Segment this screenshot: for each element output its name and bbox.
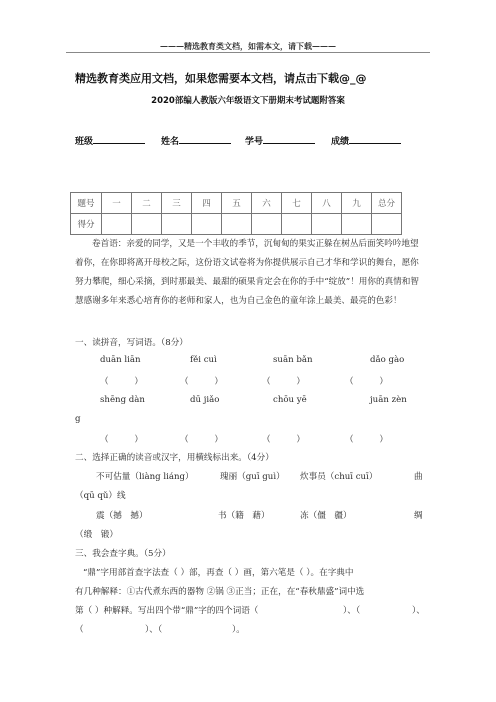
- choice-item-2[interactable]: 瑰丽（guī guì）: [220, 472, 285, 482]
- col-5: 五: [222, 193, 252, 214]
- id-field: [245, 134, 315, 147]
- dictionary-question-line-3b: ）、（: [343, 606, 361, 616]
- pinyin-4: dǎo gào: [370, 355, 405, 365]
- id-blank[interactable]: [263, 134, 315, 144]
- pinyin-5: shēng dàn: [100, 395, 145, 405]
- choice-item-1[interactable]: 不可估量（liàng liáng）: [96, 472, 194, 482]
- score-label: 成绩: [331, 137, 350, 147]
- choice-item-4-start: 曲: [414, 472, 423, 482]
- pinyin-3: suān bǎn: [273, 355, 313, 365]
- pinyin-8-wrap: g: [75, 414, 81, 424]
- dictionary-question-line-3a: 第（ ）种解释。写出四个带“鼎”字的四个词语（: [75, 606, 259, 616]
- score-cell[interactable]: [342, 214, 372, 235]
- dictionary-question-line-4b: ）、（: [145, 625, 163, 635]
- score-table-score-row: [71, 214, 402, 235]
- col-7: 七: [282, 193, 312, 214]
- name-field: [161, 134, 231, 147]
- dictionary-question-line-3c: ）、: [412, 606, 425, 616]
- pinyin-8: juān zèn: [370, 395, 407, 405]
- answer-blank-8[interactable]: （ ）: [345, 435, 388, 445]
- answer-blank-3[interactable]: （ ）: [262, 377, 305, 387]
- choice-item-4[interactable]: （qū qǔ）线: [75, 491, 126, 501]
- score-row-label: 得分: [71, 214, 102, 235]
- col-4: 四: [192, 193, 222, 214]
- choice-item-3[interactable]: 炊事员（chuī cuī）: [300, 472, 378, 482]
- score-cell[interactable]: [162, 214, 192, 235]
- name-blank[interactable]: [179, 134, 231, 144]
- dictionary-question-line-1: “鼎”字用部首查字法查（ ）部，再查（ ）画，第六笔是（ ）。在字典中: [83, 568, 354, 578]
- name-label: 姓名: [161, 137, 180, 147]
- score-cell[interactable]: [252, 214, 282, 235]
- score-cell[interactable]: [282, 214, 312, 235]
- score-table: [70, 192, 402, 235]
- score-blank[interactable]: [349, 134, 401, 144]
- col-1: 一: [102, 193, 132, 214]
- dictionary-question-line-2: 有几种解释：①古代煮东西的器物 ②锅 ③正当；正在，在“春秋鼎盛”词中选: [75, 587, 365, 597]
- section-1-heading: 一、读拼音，写词语。（8分）: [75, 338, 188, 348]
- id-label: 学号: [245, 137, 264, 147]
- download-notice[interactable]: 精选教育类应用文档，如果您需要本文档，请点击下载@_@: [75, 72, 367, 85]
- header-rule: [66, 52, 430, 53]
- score-field: [331, 134, 401, 147]
- answer-blank-1[interactable]: （ ）: [100, 377, 143, 387]
- class-label: 班级: [75, 137, 94, 147]
- col-2: 二: [132, 193, 162, 214]
- choice-item-8[interactable]: （缎 锻）: [75, 530, 118, 540]
- col-9: 九: [342, 193, 372, 214]
- answer-blank-6[interactable]: （ ）: [180, 435, 223, 445]
- answer-blank-4[interactable]: （ ）: [345, 377, 388, 387]
- answer-blank-2[interactable]: （ ）: [180, 377, 223, 387]
- col-3: 三: [162, 193, 192, 214]
- section-2-heading: 二、选择正确的读音或汉字，用横线标出来。（4分）: [75, 453, 274, 463]
- choice-item-6[interactable]: 书（籍 藉）: [218, 511, 270, 521]
- exam-title: 2020部编人教版六年级语文下册期末考试题附答案: [151, 96, 345, 106]
- answer-blank-7[interactable]: （ ）: [262, 435, 305, 445]
- dictionary-question-line-4c: ）。: [232, 625, 245, 635]
- score-cell[interactable]: [222, 214, 252, 235]
- col-total: 总分: [372, 193, 402, 214]
- score-cell[interactable]: [312, 214, 342, 235]
- choice-item-5[interactable]: 震（撼 撼）: [96, 511, 148, 521]
- col-8: 八: [312, 193, 342, 214]
- score-cell[interactable]: [102, 214, 132, 235]
- pinyin-1: duān liān: [100, 355, 141, 365]
- class-field: [75, 134, 145, 147]
- pinyin-7: chōu yē: [273, 395, 307, 405]
- pinyin-2: fěi cuì: [190, 355, 217, 365]
- choice-item-8-start: 绸: [414, 511, 423, 521]
- page-header: ———精选教育类文档，如需本文，请下载———: [160, 41, 336, 51]
- score-cell[interactable]: [192, 214, 222, 235]
- score-table-header-row: [71, 193, 402, 214]
- class-blank[interactable]: [93, 134, 145, 144]
- answer-blank-5[interactable]: （ ）: [100, 435, 143, 445]
- pinyin-6: dū jiǎo: [190, 395, 220, 405]
- preface-paragraph: 卷首语：亲爱的同学，又是一个丰收的季节，沉甸甸的果实正躲在树丛后面笑吟吟地望着你，在你即将离开母校之际，这份语文试卷将为你提供展示自己才华和学识的舞台，愿你努力攀爬，细心采摘，到时那最美、最甜的硕果肯定会在你的手中“绽放”！用你的真情和智慧感谢多年来悉心培育你的老师和家人，也为自己金色的童年涂上最美、最亮的色彩！: [75, 239, 419, 306]
- dictionary-question-line-4a: （: [75, 625, 84, 635]
- col-6: 六: [252, 193, 282, 214]
- score-cell[interactable]: [372, 214, 402, 235]
- score-cell[interactable]: [132, 214, 162, 235]
- choice-item-7[interactable]: 冻（僵 疆）: [300, 511, 352, 521]
- section-3-heading: 三、我会查字典。（5分）: [75, 549, 171, 559]
- question-number-label: 题号: [71, 193, 102, 214]
